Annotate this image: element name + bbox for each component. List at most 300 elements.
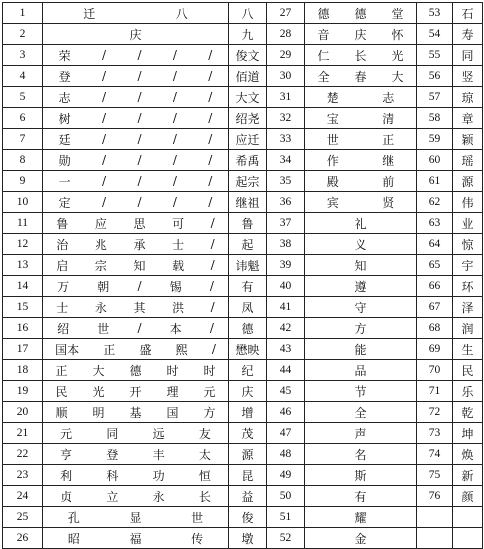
name-cell: [229, 3, 267, 24]
name-character: /: [209, 279, 214, 293]
name-group-cell: [43, 360, 229, 381]
generation-number: 34: [267, 150, 305, 171]
generation-number: 64: [417, 234, 453, 255]
name-character: 国: [166, 405, 179, 420]
generation-number: 3: [3, 45, 43, 66]
name-character: 宝: [326, 111, 339, 126]
name-character: 启: [56, 258, 69, 273]
name-character: 名: [354, 447, 367, 462]
name-character: 俊: [241, 510, 254, 525]
name-cell: [229, 150, 267, 171]
name-character: 理: [166, 384, 179, 399]
name-character: 庆: [129, 27, 142, 42]
name-character: 宗: [94, 258, 107, 273]
name-character: 茂: [241, 426, 254, 441]
generation-number: [417, 528, 453, 549]
name-character: 音: [317, 27, 330, 42]
generation-number: 1: [3, 3, 43, 24]
table-row: [3, 423, 483, 444]
name-character: 继祖: [235, 195, 260, 210]
name-character: 有: [241, 279, 254, 294]
table-body: [3, 3, 483, 549]
generation-number: 73: [417, 423, 453, 444]
name-character: 友: [198, 426, 211, 441]
name-character: 源: [461, 174, 474, 189]
name-character: 世: [97, 321, 110, 336]
table-row: [3, 381, 483, 402]
name-character: /: [102, 174, 107, 188]
name-character: 知: [354, 258, 367, 273]
name-character: /: [210, 237, 215, 251]
name-character: 庆: [354, 27, 367, 42]
name-cell: [453, 150, 483, 171]
name-group-cell: [305, 45, 417, 66]
table-row: [3, 87, 483, 108]
generation-number: 12: [3, 234, 43, 255]
name-character: 仁: [317, 48, 330, 63]
name-group-cell: [305, 108, 417, 129]
name-character: 贤: [382, 195, 395, 210]
name-character: 有: [354, 489, 367, 504]
name-cell: [229, 423, 267, 444]
name-character: 清: [382, 111, 395, 126]
generation-number: 69: [417, 339, 453, 360]
name-character: 孔: [67, 510, 80, 525]
generation-number: 53: [417, 3, 453, 24]
name-character: 明: [92, 405, 105, 420]
table-row: [3, 297, 483, 318]
name-character: /: [208, 153, 213, 167]
name-cell: [453, 234, 483, 255]
name-character: 光: [391, 48, 404, 63]
name-cell: [453, 87, 483, 108]
name-group-cell: [305, 3, 417, 24]
name-character: /: [210, 300, 215, 314]
name-character: /: [102, 195, 107, 209]
name-character: 石: [461, 6, 474, 21]
name-character: 义: [354, 237, 367, 252]
generation-number: 76: [417, 486, 453, 507]
name-cell: [453, 66, 483, 87]
name-character: 正: [382, 132, 395, 147]
name-group-cell: [43, 45, 229, 66]
name-group-cell: [305, 339, 417, 360]
generation-number: 21: [3, 423, 43, 444]
generation-number: 37: [267, 213, 305, 234]
name-character: /: [172, 69, 177, 83]
name-group-cell: [305, 129, 417, 150]
name-character: 礼: [354, 216, 367, 231]
name-group-cell: [305, 360, 417, 381]
name-character: 方: [354, 321, 367, 336]
name-character: 同: [106, 426, 119, 441]
generation-number: 36: [267, 192, 305, 213]
name-character: 遵: [354, 279, 367, 294]
name-character: 太: [198, 447, 211, 462]
name-character: 顺: [55, 405, 68, 420]
name-cell: [453, 339, 483, 360]
generation-number: 75: [417, 465, 453, 486]
name-character: 焕: [461, 447, 474, 462]
name-group-cell: [43, 339, 229, 360]
name-character: 耀: [354, 510, 367, 525]
generation-number: 47: [267, 423, 305, 444]
name-character: 世: [191, 510, 204, 525]
name-character: /: [211, 342, 216, 356]
name-character: 昆: [241, 468, 254, 483]
generation-number: 33: [267, 129, 305, 150]
name-character: 起宗: [235, 174, 260, 189]
name-character: 怀: [391, 27, 404, 42]
name-cell: [229, 360, 267, 381]
generation-number: 61: [417, 171, 453, 192]
name-character: 绍尧: [235, 111, 260, 126]
name-character: 应: [94, 216, 107, 231]
name-cell: [453, 213, 483, 234]
name-group-cell: [305, 255, 417, 276]
name-cell: [453, 318, 483, 339]
name-cell: [453, 507, 483, 528]
generation-number: 19: [3, 381, 43, 402]
name-group-cell: [305, 297, 417, 318]
name-character: 九: [241, 27, 254, 42]
name-character: 远: [152, 426, 165, 441]
name-group-cell: [305, 234, 417, 255]
name-group-cell: [305, 486, 417, 507]
name-character: 迁: [83, 6, 96, 21]
name-character: 鲁: [56, 216, 69, 231]
name-cell: [453, 3, 483, 24]
name-group-cell: [305, 24, 417, 45]
name-character: /: [172, 195, 177, 209]
name-character: /: [210, 216, 215, 230]
name-cell: [229, 402, 267, 423]
name-character: 八: [175, 6, 188, 21]
name-cell: [229, 528, 267, 549]
name-group-cell: [305, 402, 417, 423]
name-character: 前: [382, 174, 395, 189]
name-group-cell: [43, 402, 229, 423]
name-cell: [453, 297, 483, 318]
generation-number: 18: [3, 360, 43, 381]
table-row: [3, 402, 483, 423]
name-group-cell: [305, 87, 417, 108]
name-character: 正: [103, 342, 116, 357]
name-character: 锡: [169, 279, 182, 294]
name-character: 金: [354, 531, 367, 546]
name-character: 载: [172, 258, 185, 273]
name-cell: [453, 108, 483, 129]
name-group-cell: [43, 528, 229, 549]
name-group-cell: [43, 213, 229, 234]
name-character: /: [102, 111, 107, 125]
name-character: 楚: [326, 90, 339, 105]
name-character: 作: [326, 153, 339, 168]
name-character: /: [137, 111, 142, 125]
name-cell: [229, 87, 267, 108]
name-character: 恒: [198, 468, 211, 483]
name-group-cell: [305, 381, 417, 402]
name-character: 全: [317, 69, 330, 84]
name-character: 元: [203, 384, 216, 399]
name-character: 伟: [461, 195, 474, 210]
name-group-cell: [305, 444, 417, 465]
table-row: [3, 24, 483, 45]
generation-number: 59: [417, 129, 453, 150]
name-character: 起: [241, 237, 254, 252]
name-character: 懋映: [235, 342, 260, 357]
table-row: [3, 234, 483, 255]
name-character: 福: [129, 531, 142, 546]
name-character: 希禹: [235, 153, 260, 168]
generation-number: 71: [417, 381, 453, 402]
name-character: 本: [169, 321, 182, 336]
name-character: 坤: [461, 426, 474, 441]
table-row: [3, 66, 483, 87]
generation-number: 13: [3, 255, 43, 276]
name-character: 光: [92, 384, 105, 399]
name-character: 登: [58, 69, 71, 84]
generation-number: 17: [3, 339, 43, 360]
table-row: [3, 3, 483, 24]
name-character: 树: [58, 111, 71, 126]
name-character: 民: [55, 384, 68, 399]
name-character: 德: [241, 321, 254, 336]
name-cell: [229, 66, 267, 87]
generation-number: 26: [3, 528, 43, 549]
generation-number: 9: [3, 171, 43, 192]
name-group-cell: [43, 297, 229, 318]
name-character: /: [102, 153, 107, 167]
name-cell: [453, 129, 483, 150]
name-character: 瑶: [461, 153, 474, 168]
name-character: 大: [391, 69, 404, 84]
name-character: 治: [56, 237, 69, 252]
name-cell: [453, 444, 483, 465]
name-character: 同: [461, 48, 474, 63]
generation-number: 63: [417, 213, 453, 234]
table-row: [3, 192, 483, 213]
name-character: 生: [461, 342, 474, 357]
table-row: [3, 360, 483, 381]
name-character: 正: [55, 363, 68, 378]
generation-number: 32: [267, 108, 305, 129]
name-character: 时: [203, 363, 216, 378]
name-character: 环: [461, 279, 474, 294]
generation-number: 10: [3, 192, 43, 213]
name-character: 琼: [461, 90, 474, 105]
name-group-cell: [43, 171, 229, 192]
name-group-cell: [43, 234, 229, 255]
generation-number: 11: [3, 213, 43, 234]
name-character: 盛: [139, 342, 152, 357]
generation-number: 28: [267, 24, 305, 45]
name-character: /: [172, 111, 177, 125]
name-character: 新: [461, 468, 474, 483]
name-character: 墩: [241, 531, 254, 546]
name-character: 思: [133, 216, 146, 231]
name-character: 承: [133, 237, 146, 252]
name-character: 勋: [58, 153, 71, 168]
generation-number: 49: [267, 465, 305, 486]
name-character: 亨: [60, 447, 73, 462]
name-character: 章: [461, 111, 474, 126]
name-cell: [453, 192, 483, 213]
name-character: /: [137, 132, 142, 146]
name-character: 乾: [461, 405, 474, 420]
name-character: 颜: [461, 489, 474, 504]
name-character: 熙: [175, 342, 188, 357]
name-character: 其: [133, 300, 146, 315]
name-character: 润: [461, 321, 474, 336]
table-row: [3, 276, 483, 297]
generation-number: [417, 507, 453, 528]
name-character: 士: [56, 300, 69, 315]
generation-number: 42: [267, 318, 305, 339]
generation-number: 46: [267, 402, 305, 423]
name-group-cell: [305, 423, 417, 444]
name-character: /: [137, 174, 142, 188]
name-group-cell: [43, 108, 229, 129]
name-character: 能: [354, 342, 367, 357]
name-character: 德: [354, 6, 367, 21]
name-character: 大文: [235, 90, 260, 105]
genealogy-table: [2, 2, 483, 549]
name-cell: [229, 255, 267, 276]
name-character: 开: [129, 384, 142, 399]
name-character: 大: [92, 363, 105, 378]
generation-number: 22: [3, 444, 43, 465]
name-group-cell: [305, 213, 417, 234]
name-group-cell: [43, 150, 229, 171]
name-character: /: [172, 174, 177, 188]
table-row: [3, 45, 483, 66]
name-cell: [453, 465, 483, 486]
name-cell: [229, 486, 267, 507]
name-character: 惊: [461, 237, 474, 252]
name-character: /: [137, 153, 142, 167]
name-character: 基: [129, 405, 142, 420]
name-character: 八: [241, 6, 254, 21]
generation-number: 40: [267, 276, 305, 297]
table-row: [3, 255, 483, 276]
name-character: 佰道: [235, 69, 260, 84]
generation-number: 24: [3, 486, 43, 507]
generation-number: 8: [3, 150, 43, 171]
table-row: [3, 108, 483, 129]
name-character: 利: [60, 468, 73, 483]
name-character: 立: [106, 489, 119, 504]
table-row: [3, 129, 483, 150]
generation-number: 67: [417, 297, 453, 318]
name-character: 节: [354, 384, 367, 399]
name-cell: [229, 108, 267, 129]
name-character: /: [102, 69, 107, 83]
name-group-cell: [305, 192, 417, 213]
name-character: 绍: [57, 321, 70, 336]
name-character: 寿: [461, 27, 474, 42]
name-group-cell: [305, 276, 417, 297]
name-character: 朝: [97, 279, 110, 294]
name-character: 纪: [241, 363, 254, 378]
name-cell: [229, 444, 267, 465]
name-character: /: [208, 90, 213, 104]
name-group-cell: [305, 171, 417, 192]
name-cell: [453, 171, 483, 192]
name-cell: [229, 234, 267, 255]
name-character: 源: [241, 447, 254, 462]
generation-number: 43: [267, 339, 305, 360]
name-cell: [229, 297, 267, 318]
name-character: 品: [354, 363, 367, 378]
name-character: /: [102, 132, 107, 146]
name-character: 元: [60, 426, 73, 441]
generation-number: 25: [3, 507, 43, 528]
generation-number: 65: [417, 255, 453, 276]
generation-number: 15: [3, 297, 43, 318]
name-character: 堂: [391, 6, 404, 21]
name-character: 永: [152, 489, 165, 504]
name-cell: [229, 381, 267, 402]
generation-number: 23: [3, 465, 43, 486]
table-row: [3, 528, 483, 549]
name-character: /: [137, 90, 142, 104]
generation-number: 38: [267, 234, 305, 255]
name-character: /: [208, 111, 213, 125]
generation-number: 57: [417, 87, 453, 108]
name-cell: [453, 423, 483, 444]
generation-number: 72: [417, 402, 453, 423]
name-character: 万: [57, 279, 70, 294]
name-character: 斯: [354, 468, 367, 483]
name-character: 知: [133, 258, 146, 273]
name-character: /: [137, 69, 142, 83]
name-character: /: [172, 48, 177, 62]
name-group-cell: [43, 129, 229, 150]
generation-number: 30: [267, 66, 305, 87]
name-character: 继: [382, 153, 395, 168]
name-character: 贞: [60, 489, 73, 504]
name-character: 业: [461, 216, 474, 231]
name-cell: [229, 276, 267, 297]
name-character: /: [137, 48, 142, 62]
name-character: 守: [354, 300, 367, 315]
name-cell: [229, 339, 267, 360]
name-cell: [229, 318, 267, 339]
name-character: 乐: [461, 384, 474, 399]
name-character: 国本: [55, 342, 80, 357]
name-group-cell: [43, 318, 229, 339]
name-character: 宇: [461, 258, 474, 273]
name-character: 显: [129, 510, 142, 525]
name-character: /: [137, 195, 142, 209]
name-character: 益: [241, 489, 254, 504]
generation-number: 6: [3, 108, 43, 129]
table-row: [3, 444, 483, 465]
table-row: [3, 213, 483, 234]
generation-number: 74: [417, 444, 453, 465]
generation-number: 45: [267, 381, 305, 402]
name-group-cell: [43, 423, 229, 444]
name-character: 增: [241, 405, 254, 420]
name-cell: [229, 129, 267, 150]
generation-number: 44: [267, 360, 305, 381]
name-cell: [229, 171, 267, 192]
name-character: 德: [317, 6, 330, 21]
name-character: 长: [198, 489, 211, 504]
name-character: 春: [354, 69, 367, 84]
generation-number: 39: [267, 255, 305, 276]
